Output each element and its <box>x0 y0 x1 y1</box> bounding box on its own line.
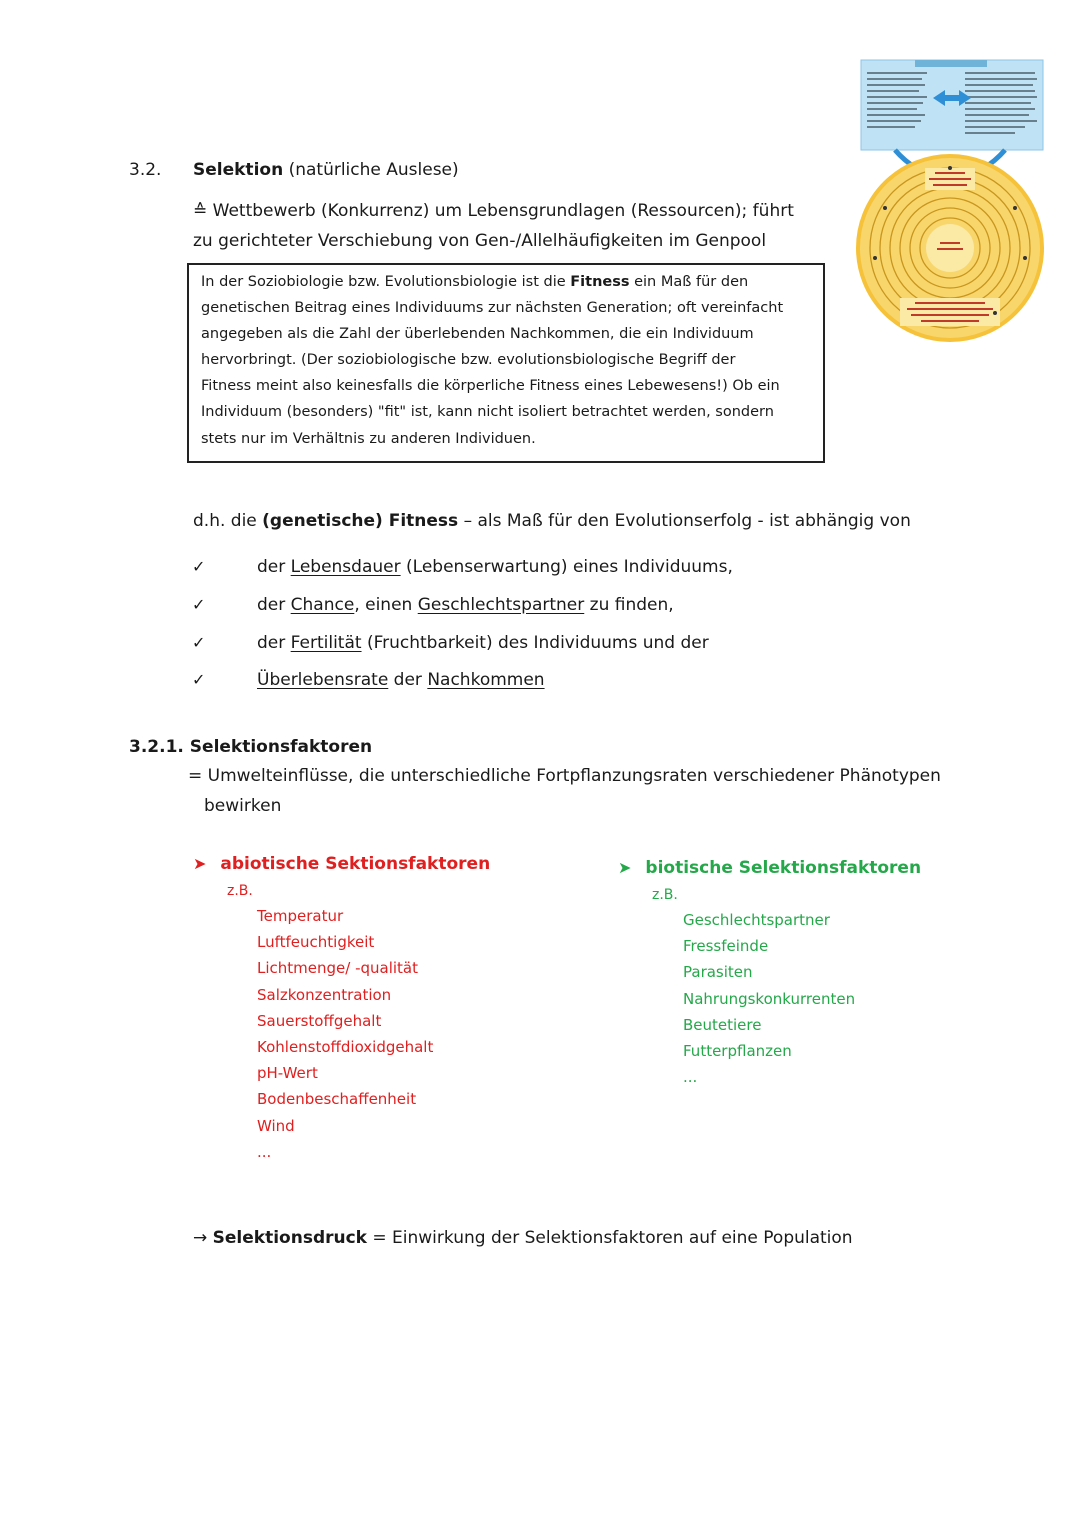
biotic-item: Geschlechtspartner <box>683 911 830 929</box>
item-text: der <box>257 557 291 577</box>
definition-fitness-term: Fitness <box>570 274 630 290</box>
definition-line-3: angegeben als die Zahl der überlebenden Nachkommen, die ein Individuum <box>201 326 754 342</box>
biotic-item: Fressfeinde <box>683 937 769 956</box>
item-underlined: Chance <box>290 595 355 615</box>
fitness-item-4 <box>257 670 545 690</box>
abiotic-item: Wind <box>257 1116 295 1135</box>
item-underlined: Geschlechtspartner <box>417 595 585 615</box>
item-underlined: Fertilität <box>290 633 362 653</box>
fitness-item-3 <box>257 633 709 653</box>
check-icon: ✓ <box>192 595 206 614</box>
fitness-intro-text: – als Maß für den Evolutionserfolg - ist abhängig von <box>458 511 911 531</box>
section-title-bold: Selektion <box>193 160 284 180</box>
diagram-image <box>855 58 1045 348</box>
biotic-item: Nahrungskonkurrenten <box>683 989 856 1008</box>
fitness-item-1 <box>257 557 733 577</box>
definition-line-4: hervorbringt. (Der soziobiologische bzw. evolutionsbiologische Begriff der <box>201 352 736 368</box>
check-icon: ✓ <box>192 633 206 652</box>
item-underlined: Nachkommen <box>427 670 545 690</box>
section-line-2: zu gerichteter Verschiebung von Gen-/Allelhäufigkeiten im Genpool <box>193 231 767 251</box>
abiotic-item: ... <box>257 1142 272 1161</box>
section-title <box>193 160 459 180</box>
arrow-bullet-icon: ➤ <box>618 858 632 877</box>
biotic-item: Futterpflanzen <box>683 1042 792 1060</box>
pressure-term: Selektionsdruck <box>212 1228 367 1248</box>
abiotic-item: Lichtmenge/ -qualität <box>257 959 419 978</box>
biotic-item: Parasiten <box>683 963 753 982</box>
biotic-item: Beutetiere <box>683 1015 762 1034</box>
subsection-title: Selektionsfaktoren <box>189 737 373 757</box>
definition-line-5: Fitness meint also keinesfalls die körperliche Fitness eines Lebewesens!) Ob ein <box>201 378 780 394</box>
section-number: 3.2. <box>129 160 162 180</box>
fitness-intro-text: d.h. die <box>193 511 263 531</box>
fitness-intro <box>193 511 911 531</box>
item-text: der <box>257 595 291 615</box>
item-text: (Fruchtbarkeit) des Individuums und der <box>361 633 709 653</box>
section-title-rest: (natürliche Auslese) <box>288 160 459 180</box>
abiotic-item: Temperatur <box>257 907 344 925</box>
abiotic-heading <box>193 854 490 874</box>
definition-line-2: genetischen Beitrag eines Individuums zur nächsten Generation; oft vereinfacht <box>201 300 784 316</box>
item-text: (Lebenserwartung) eines Individuums, <box>400 557 733 577</box>
definition-line-1 <box>201 274 748 290</box>
abiotic-item: Bodenbeschaffenheit <box>257 1090 417 1109</box>
section-line-1: ≙ Wettbewerb (Konkurrenz) um Lebensgrundlagen (Ressourcen); führt <box>193 201 794 221</box>
abiotic-item: Luftfeuchtigkeit <box>257 933 375 952</box>
subsection-heading <box>129 737 372 757</box>
check-icon: ✓ <box>192 670 206 689</box>
definition-text: ein Maß für den <box>629 274 749 290</box>
arrow-right-icon: → <box>193 1228 208 1248</box>
subsection-number: 3.2.1. <box>129 737 184 757</box>
subsection-def-2: bewirken <box>204 796 282 816</box>
abiotic-item: Salzkonzentration <box>257 985 392 1004</box>
evolution-diagram-image <box>855 58 1045 348</box>
abiotic-item: pH-Wert <box>257 1064 318 1083</box>
subsection-def-1: = Umwelteinflüsse, die unterschiedliche Fortpflanzungsraten verschiedener Phänotypen <box>188 766 941 786</box>
selection-pressure <box>193 1228 853 1248</box>
pressure-definition: = Einwirkung der Selektionsfaktoren auf eine Population <box>372 1228 853 1248</box>
biotic-item: ... <box>683 1068 698 1087</box>
item-underlined: Überlebensrate <box>257 670 389 690</box>
check-icon: ✓ <box>192 557 206 576</box>
item-text: der <box>388 670 428 690</box>
biotic-heading <box>618 858 921 878</box>
fitness-item-2 <box>257 595 674 615</box>
abiotic-zb: z.B. <box>227 883 253 899</box>
biotic-zb: z.B. <box>652 887 678 903</box>
item-text: zu finden, <box>584 595 674 615</box>
definition-line-6: Individuum (besonders) "fit" ist, kann nicht isoliert betrachtet werden, sondern <box>201 404 774 420</box>
definition-line-7: stets nur im Verhältnis zu anderen Individuen. <box>201 431 536 447</box>
item-text: , einen <box>354 595 418 615</box>
item-text: der <box>257 633 291 653</box>
abiotic-item: Sauerstoffgehalt <box>257 1011 382 1030</box>
fitness-intro-term: (genetische) Fitness <box>262 511 459 531</box>
item-underlined: Lebensdauer <box>290 557 401 577</box>
arrow-bullet-icon: ➤ <box>193 854 207 873</box>
abiotic-item: Kohlenstoffdioxidgehalt <box>257 1038 434 1056</box>
biotic-title: biotische Selektionsfaktoren <box>645 858 922 878</box>
definition-text: In der Soziobiologie bzw. Evolutionsbiologie ist die <box>201 274 571 290</box>
abiotic-title: abiotische Sektionsfaktoren <box>220 854 491 874</box>
